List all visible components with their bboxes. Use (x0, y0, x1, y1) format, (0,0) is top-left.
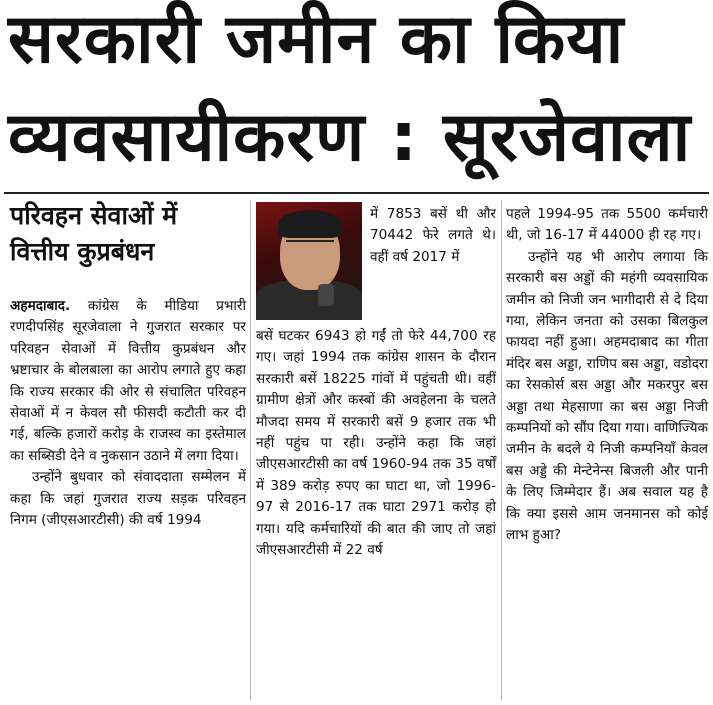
subheading-line-1: परिवहन सेवाओं में (10, 201, 178, 230)
column-divider (250, 200, 251, 700)
article-column-1 (10, 296, 246, 531)
paragraph-text: कांग्रेस के मीडिया प्रभारी रणदीपसिंह सूरजेवाला ने गुजरात सरकार पर परिवहन सेवाओं में वित्तीय कुप्रबंधन और भ्रष्टाचार के बोलबाला का आरोप लगाते हुए कहा कि राज्य सरकार की ओर से संचालित परिवहन सेवाओं में न केवल सौ फीसदी कटौती कर दी गई, बल्कि हजारों करोड़ के राजस्व का इस्तेमाल का सब्सिडी देने व नुकसान उठाने में लगा दिया। (10, 298, 246, 464)
dateline: अहमदाबाद. (10, 298, 71, 314)
paragraph: उन्होंने यह भी आरोप लगाया कि सरकारी बस अड्डों की महंगी व्यवसायिक जमीन को निजी जन भागीदारी से दे दिया गया, लेकिन जनता को उसका बिलकुल फायदा नहीं हुआ। अहमदाबाद का गीता मंदिर बस अड्डा, राणिप बस अड्डा, वडोदरा का रेसकोर्स बस अड्डा और मकरपुर बस अड्डा तथा मेहसाणा का बस अड्डा निजी कम्पनियों को सौंप दिया गया। वाणिज्यिक जमीन के बदले ये निजी कम्पनियाँ केवल बस अड्डे की मेन्टेनेन्स बिजली और पानी के लिए जिम्मेदार हैं। अब सवाल यह है कि क्या इससे आम जनमानस को कोई लाभ हुआ? (506, 248, 708, 544)
headline-rule (4, 192, 709, 194)
article-column-2 (256, 326, 496, 561)
reporter-photo (256, 202, 362, 320)
column-divider (501, 200, 502, 700)
subheading-line-2: वित्तीय कुप्रबंधन (10, 237, 155, 266)
photo-glasses-shape (286, 240, 334, 252)
paragraph: उन्होंने बुधवार को संवाददाता सम्मेलन में कहा कि जहां गुजरात राज्य सड़क परिवहन निगम (जीएसआरटीसी) की वर्ष 1994 (10, 469, 246, 529)
paragraph: में 7853 बसें थी और 70442 फेरे लगते थे। वहीं वर्ष 2017 में (370, 206, 496, 265)
paragraph: बसें घटकर 6943 हो गईं तो फेरे 44,700 रह गए। जहां 1994 तक कांग्रेस शासन के दौरान सरकारी बसें 18225 गांवों में पहुंचती थी। वहीं ग्रामीण क्षेत्रों और कस्बों की अवहेलना के चलते मौजदा समय में सरकारी बसें 9 हजार तक भी नहीं पहुंच पा रही। उन्होंने कहा कि जहां जीएसआरटीसी का वर्ष 1960-94 तक 35 वर्षों में 389 करोड़ रुपए का घाटा था, जो 1996-97 से 2016-17 तक घाटा 2971 करोड़ हो गया। यदि कर्मचारियों की बात की जाए तो जहां जीएसआरटीसी में 22 वर्ष (256, 328, 496, 559)
paragraph: पहले 1994-95 तक 5500 कर्मचारी थी, जो 16-17 में 44000 ही रह गए। (506, 206, 708, 244)
article-column-2-top (370, 204, 496, 268)
microphone-icon (318, 284, 334, 306)
headline-line-2: व्यवसायीकरण : सूरजेवाला (8, 98, 692, 177)
article-column-3 (506, 204, 708, 547)
paragraph (10, 296, 246, 467)
headline-line-1: सरकारी जमीन का किया (8, 0, 625, 79)
subheading (10, 198, 245, 270)
photo-hair-shape (278, 210, 342, 238)
